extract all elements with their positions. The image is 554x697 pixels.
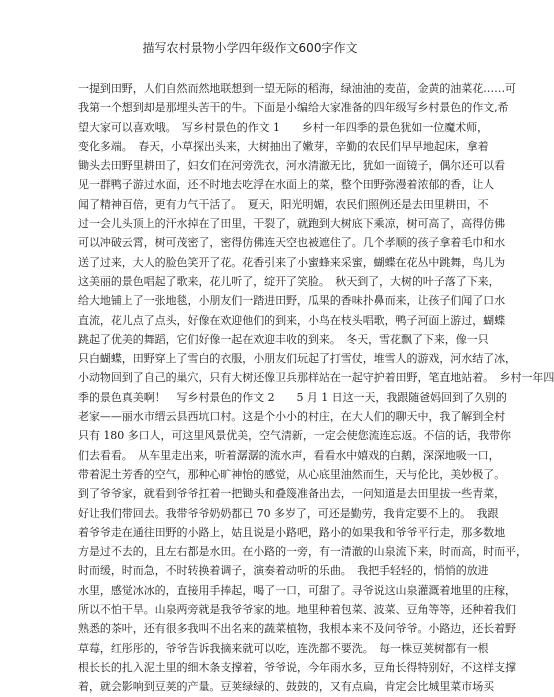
body-line: 这美丽的景色唱起了歌来，花儿听了，绽开了笑脸。 秋天到了，大树的叶子落了下来， [78, 274, 500, 288]
body-line: 带着泥土芳香的空气，那种心旷神怡的感觉，从心底里油然而生，天与伦比，美妙极了。 [78, 467, 506, 481]
body-line: 闻了精神百倍，更有力气干活了。 夏天，阳光明媚，农民们照例还是去田里耕田，不 [78, 197, 489, 211]
document-title: 描写农村景物小学四年级作文600字作文 [142, 41, 358, 55]
body-line: 熟悉的茶叶，还有很多我叫不出名来的蔬菜植物，我根本来不及问爷爷。小路边，还长着野 [78, 622, 516, 636]
body-line: 着，就会影响到豆荚的产量。豆荚绿绿的、鼓鼓的，又有点扁，肯定会比城里菜市场买 [78, 680, 495, 694]
body-line: 好让我们带回去。我带爷爷奶奶都已 70 多岁了，可还是勤劳，我肯定要不上的。 我跟 [78, 506, 499, 520]
body-line: 我第一个想到却是那埋头苦干的牛。下面是小编给大家准备的四年级写乡村景色的作文,希 [78, 101, 509, 115]
body-line: 给大地铺上了一张地毯，小朋友们一踏进田野，瓜果的香味扑鼻而来，让孩子们闻了口水 [78, 294, 506, 308]
body-line: 着爷爷走在通往田野的小路上，姑且说是小路吧，路小的如果我和爷爷平行走，那多数地 [78, 525, 506, 539]
body-line: 所以不怕干旱。山泉两旁就是我爷爷家的地。地里种着包菜、波菜、豆角等等，还种着我们 [78, 603, 516, 617]
body-line: 小动物回到了自己的巢穴，只有大树还像卫兵那样站在一起守护着田野，笔直地站着。 乡村一年四 [78, 371, 554, 385]
document-body [78, 79, 554, 697]
body-line: 水里，感觉冰冰的，直接用手捧起，喝了一口，可甜了。寻爷说这山泉灌溉着地里的庄稼， [78, 583, 516, 597]
body-line: 可以冲破云霄，树可茂密了，密得仿佛连天空也被遮住了。几个孝顺的孩子拿着毛巾和水 [78, 236, 506, 250]
body-line: 到了爷爷家，就看到爷爷扛着一把锄头和叠篾准备出去，一问知道是去田里拔一些青菜， [78, 487, 506, 501]
body-line: 草莓，红彤彤的，爷爷告诉我摘来就可以吃，连洗都不要洗。 每一株豆荚树都有一根 [78, 641, 489, 655]
body-line: 过一会儿头顶上的汗水掉在了田里，干裂了，就跑到大树底下乘凉，树可高了，高得仿佛 [78, 217, 506, 231]
body-line: 季的景色真美啊！ 写乡村景色的作文 2 5 月 1 日这一天，我跟随爸妈回到了久别的 [78, 390, 507, 404]
body-line: 望大家可以喜欢哦。 写乡村景色的作文 1 乡村一年四季的景色犹如一位魔术师， [78, 120, 489, 134]
body-line: 一提到田野，人们自然而然地联想到一望无际的稻海，绿油油的麦苗，金黄的油菜花……可 [78, 82, 516, 95]
body-line: 们去看看。 从车里走出来，听着潺潺的流水声，看看水中嬉戏的白鹅，深深地吸一口， [78, 448, 500, 462]
body-line: 见一群鸭子游过水面，还不时地去吃浮在水面上的菜，整个田野弥漫着浓郁的香，让人 [78, 178, 495, 192]
body-line: 方是过不去的，且左右都是水田。在小路的一旁，有一清澈的山泉流下来，时而高，时而平， [78, 545, 527, 559]
body-line: 锄头去田野里耕田了，妇女们在河旁洗衣，河水清澈无比，犹如一面镜子，偶尔还可以看 [78, 159, 506, 173]
body-line: 时而缓，时而急，不时转换着调子，演奏着动听的乐曲。 我把手轻轻的，悄悄的放进 [78, 564, 489, 578]
body-line: 送了过来，大人的脸色笑开了花。花香引来了小蜜蜂来采蜜，蝴蝶在花丛中跳舞，鸟儿为 [78, 255, 506, 269]
body-line: 只有 180 多口人，可这里风景优美，空气清新，一定会使您流连忘返。不信的话，我带你 [78, 429, 511, 443]
body-line: 跳起了优美的舞蹈，它们好像一起在欢迎丰收的到来。 冬天，雪花飘了下来，像一只 [78, 332, 489, 346]
body-line: 老家——丽水市缙云县西坑口村。这是个小小的村庄，在大人们的聊天中，我了解到全村 [78, 410, 506, 424]
body-line: 变化多端。 春天，小草探出头来，大树抽出了嫩芽，辛勤的农民们早早地起床，拿着 [78, 139, 489, 153]
body-line: 根长长的扎入泥土里的细木条支撑着，爷爷说，今年雨水多，豆角长得特别好，不这样支撑 [78, 660, 516, 674]
body-line: 直流，花儿点了点头，好像在欢迎他们的到来，小鸟在枝头唱歌，鸭子河面上游过，蝴蝶 [78, 313, 506, 327]
body-line: 只白蝴蝶，田野穿上了雪白的衣服，小朋友们玩起了打雪仗，堆雪人的游戏，河水结了冰， [78, 352, 516, 366]
